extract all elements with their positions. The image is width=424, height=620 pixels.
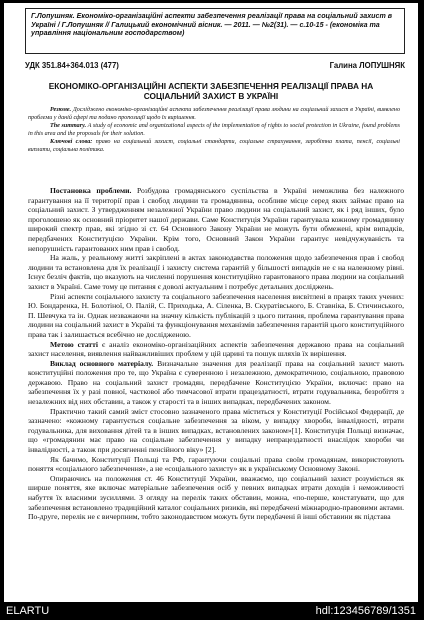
summary	[28, 123, 400, 139]
article-title: ЕКОНОМІКО-ОРГАНІЗАЦІЙНІ АСПЕКТИ ЗАБЕЗПЕЧЕННЯ РЕАЛІЗАЦІЇ ПРАВА НА СОЦІАЛЬНИЙ ЗАХИСТ В УКРАЇНІ	[48, 81, 374, 101]
citation-box	[25, 8, 405, 54]
paragraph-text: На жаль, у реальному житті закріплені в актах законодавства положення щодо забезпечення прав і свобод людини та встановлена для їх реалізації і захисту система гарантій у більшості випадків не є на належному рівні. Існує безліч фактів, що вказують на численні порушення конституційно гарантованого права людини на соціальний захист в Україні. Саме тому це питання є доволі актуальним і потребує детальних досліджень.	[28, 253, 404, 291]
paragraph	[28, 340, 404, 359]
section-label: Постановка проблеми.	[50, 186, 132, 195]
paragraph-text: Практично такий самий зміст стосовно зазначеного права міститься у Конституції Російської Федерації, де зазначено: «кожному гарантується соціальне забезпечення за віком, у випадку хвороби, інвалідності, втрати годувальника, для виховання дітей та в інших випадках, встановлених законом»[1]. Конституція Польщі визначає, що «громадянин має право на соціальне забезпечення у випадку непрацездатності внаслідок хвороби чи інвалідності, а також при досягненні пенсійного віку» [2].	[28, 406, 404, 455]
paragraph-text: є аналіз економіко-організаційних аспектів забезпечення державою права на соціальний захист населення, виявлення найважливіших проблем у цій царині та пошук шляхів їх вирішення.	[28, 339, 405, 359]
abstract	[28, 107, 400, 154]
repository-label: ELARTU	[6, 605, 50, 617]
paragraph-text: Опираючись на положення ст. 46 Конституції України, вважаємо, що соціальний захист розуміється як ширше поняття, яке включає матеріальне забезпечення осіб у певних випадках втрати доходів і неможливості набуття їх власними зусиллями. З огляду на перелік таких обставин, можна, «по-перше, констатувати, що для забезпечення встановлено традиційний каталог соціальних ризиків, які передбачені міжнародно-правовими актами. По-друге, перелік не є вичерпним, тобто законодавством можуть бути передбачені й інші обставини як підстава	[28, 473, 404, 522]
paragraph-text: Як бачимо, Конституції Польщі та РФ, гарантуючи соціальні права своїм громадянам, використовують поняття «соціального забезпечення», а не «соціального захисту» як в українському Основному Законі.	[28, 454, 404, 474]
paragraph-text: Різні аспекти соціального захисту та соціального забезпечення населення висвітлені в працях таких учених: Ю. Бондаренка, Н. Болотіної, О. Палій, С. Приходька, А. Сіленка, В. Скуратівського, Б. Ставніка, Б. Стичинського, П. Шевчука та ін. Однак незважаючи на значну кількість публікацій з цього питання, проблема гарантування права людини на соціальний захист в Україні та функціонування механізмів забезпечення гарантій цього конституційного права так і залишається всебічно не дослідженою.	[28, 291, 404, 339]
meta-line	[25, 61, 405, 70]
resume-text: Досліджено економіко-організаційні аспекти забезпечення реалізації права людини на соціальний захист в Україні, виявлено проблеми у даній сфері та подано пропозиції щодо їх вирішення.	[28, 107, 400, 121]
udk-code: УДК 351.84+364.013 (477)	[25, 61, 119, 70]
paragraph	[28, 474, 404, 522]
section-label: Метою статті	[50, 339, 98, 349]
paragraph	[28, 253, 404, 291]
paragraph	[28, 186, 404, 253]
handle-id: hdl:123456789/1351	[315, 605, 416, 617]
author-name: Галина ЛОПУШНЯК	[329, 61, 405, 70]
paragraph	[28, 455, 404, 474]
document-page	[4, 3, 418, 602]
keywords-text: право на соціальний захист, соціальні стандарти, соціальне страхування, заробітна плата, пенсії, соціальні виплати, соціальна політика.	[28, 138, 401, 153]
keywords	[28, 139, 400, 155]
section-label: Виклад основного матеріалу.	[50, 358, 154, 368]
keywords-label: Ключові слова:	[50, 138, 93, 145]
paragraph	[28, 292, 404, 340]
resume	[28, 107, 400, 123]
paragraph	[28, 359, 404, 407]
summary-label: The summary.	[50, 122, 87, 129]
footer-bar	[0, 602, 424, 620]
paragraph	[28, 407, 404, 455]
resume-label: Резюме.	[50, 107, 72, 113]
paragraph-text: Визначальне значення для реалізації права на соціальний захист мають конституційні положення про те, що Україна є суверенною і незалежною, демократичною, соціальною, правовою державою. Право на соціальний захист громадян, передбачене Конституцією України, включає: право на забезпечення їх у разі повної, часткової або тимчасової втрати працездатності, втрати годувальника, безробіття з незалежних від них обставин, а також у старості та в інших випадках, передбачених законом.	[28, 358, 404, 407]
article-body	[28, 186, 404, 522]
paragraph-text: Розбудова громадянського суспільства в Україні неможлива без належного гарантування на її території прав і свобод людини та громадянина, особливе місце серед яких займає право на соціальний захист. З утвердженням незалежної України право людини на соціальний захист, як і ряд інших, було проголошено як основний пріоритет нашої держави. Саме Конституція України гарантувала кожному громадянину широкий спектр прав, які згідно зі ст. 64 Основного Закону України не можуть бути обмежені, крім випадків, передбачених Конституцією України. Крім того, Основний Закон України гарантує невідчужуваність та непорушність гарантованих ним прав і свобод.	[28, 186, 404, 253]
citation-text: Г.Лопушняк. Економіко-організаційні аспекти забезпечення реалізації права на соціальний захист в Україні / Г.Лопушняк // Галицький економічний вісник. — 2011. — №2(31). — с.10-15 - (економіка та управління національним господарством)	[31, 12, 393, 38]
summary-text: A study of economic and organizational aspects of the implementation of rights to social protection in Ukraine, found problems in this area and the proposals for their solution.	[28, 122, 400, 137]
